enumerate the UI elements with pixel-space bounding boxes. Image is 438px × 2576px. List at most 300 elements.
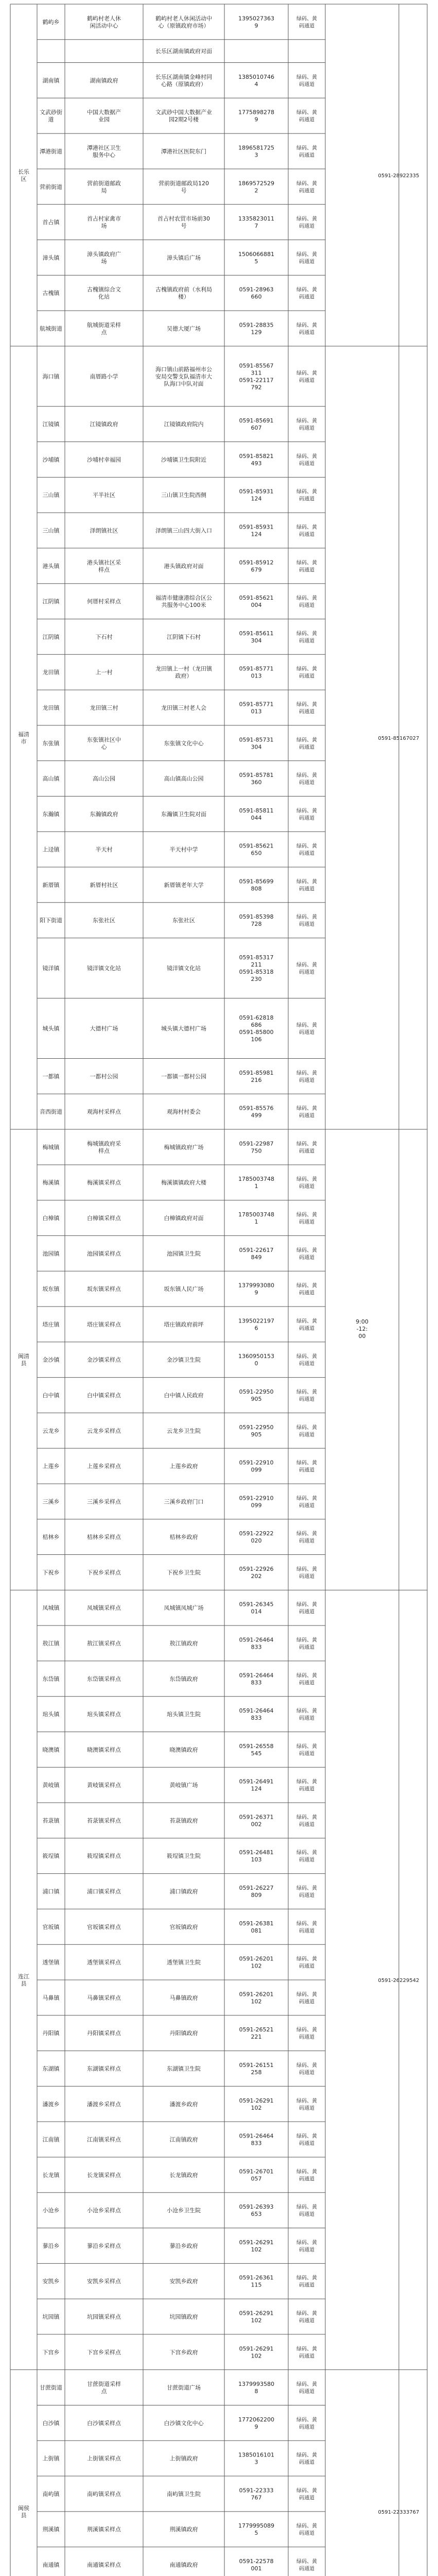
town-name: 金沙镇 [42,1357,60,1364]
site-address: 白沙镇文化中心 [164,2419,204,2427]
site-name: 甘蔗街道采样点 [87,2381,121,2395]
town-name: 安凯乡 [42,2278,60,2285]
site-name: 港头镇社区采样点 [87,559,121,573]
site-name: 古槐镇综合文化站 [87,286,121,300]
site-name: 泽朗镇社区 [90,527,118,534]
site-address: 透堡镇卫生院 [167,1959,201,1966]
site-address: 马鼻镇政府 [169,1994,198,2002]
site-address: 安凯乡政府 [169,2278,198,2285]
contact-phone: 0591-85621 004 [239,595,274,609]
site-address: 古槐镇政府前（水利局楼） [155,286,212,300]
site-address: 新厝镇老年大学 [164,882,204,889]
lane-type: 绿码、黄码通道 [296,1602,317,1615]
site-name: 龙田镇三村 [90,704,118,711]
contact-phone: 0591-26371 002 [239,1814,274,1828]
contact-phone: 0591-85317 211 0591-85318 230 [239,954,274,983]
site-name: 荆溪镇采样点 [87,2526,121,2533]
lane-type: 绿码、黄码通道 [296,1425,317,1438]
town-name: 上街镇 [42,2455,60,2462]
site-name: 南通镇采样点 [87,2562,121,2569]
district-name: 闽清县 [18,1353,29,1367]
town-name: 镜洋镇 [42,965,60,972]
site-address: 下宫乡政府 [169,2349,198,2356]
contact-phone: 0591-85821 493 [239,452,274,467]
contact-phone: 0591-26291 102 [239,2239,274,2253]
site-name: 营前街道邮政局 [87,180,121,194]
site-address: 黄岐镇广场 [169,1782,198,1789]
lane-type: 绿码、黄码通道 [296,2523,317,2537]
contact-phone: 0591-85931 124 [239,488,274,502]
town-name: 南通镇 [42,2562,60,2569]
town-name: 东湖镇 [42,2065,60,2072]
town-name: 新厝镇 [42,882,60,889]
site-address: 上莲乡政府 [169,1463,198,1470]
site-name: 梅溪镇采样点 [87,1179,121,1187]
lane-type: 绿码、黄码通道 [296,1921,317,1934]
lane-type: 绿码、黄码通道 [296,2098,317,2111]
town-name: 白樟镇 [42,1215,60,1222]
town-name: 荆溪镇 [42,2526,60,2533]
site-address: 观海村村委会 [167,1108,201,1115]
contact-phone: 0591-26464 833 [239,1672,274,1686]
district-name: 长乐区 [18,168,29,182]
lane-type: 绿码、黄码通道 [296,145,317,159]
town-name: 白沙镇 [42,2419,60,2427]
site-address: 敖江镇政府 [169,1640,198,1647]
lane-type: 绿码、黄码通道 [296,962,317,976]
site-name: 新厝村社区 [90,882,118,889]
district-hotline: 0591-85167027 [378,735,419,741]
site-name: 桔林乡采样点 [87,1534,121,1541]
lane-type: 绿码、黄码通道 [296,1141,317,1155]
lane-type: 绿码、黄码通道 [296,2062,317,2076]
lane-type: 绿码、黄码通道 [296,1815,317,1828]
contact-phone: 1785003748 1 [238,1176,274,1190]
contact-phone: 0591-26558 545 [239,1742,274,1757]
lane-type: 绿码、黄码通道 [296,370,317,384]
contact-phone: 1772062200 9 [238,2416,274,2430]
contact-phone: 0591-22578 001 [239,2558,274,2572]
contact-phone: 0591-26464 833 [239,2132,274,2147]
site-name: 东瀚镇政府 [90,810,118,818]
contact-phone: 1379993580 8 [238,2381,274,2395]
contact-phone: 1395022197 6 [238,1317,274,1332]
lane-type: 绿码、黄码通道 [296,1389,317,1402]
site-name: 江镜镇政府 [90,421,118,428]
site-name: 官坂镇采样点 [87,1923,121,1930]
lane-type: 绿码、黄码通道 [296,2382,317,2395]
site-address: 沙埔镇卫生院附近 [161,456,206,463]
town-name: 敖江镇 [42,1640,60,1647]
town-name: 龙田镇 [42,669,60,676]
site-name: 云龙乡采样点 [87,1427,121,1434]
lane-type: 绿码、黄码通道 [296,1673,317,1686]
town-name: 坑园镇 [42,2313,60,2320]
town-name: 高山镇 [42,775,60,783]
town-name: 音西街道 [40,1108,62,1115]
lane-type: 绿码、黄码通道 [296,2240,317,2253]
town-name: 江阴镇 [42,633,60,640]
town-name: 古槐镇 [42,290,60,297]
town-name: 丹阳镇 [42,2030,60,2037]
town-name: 蓼沿乡 [42,2242,60,2249]
site-name: 安凯乡采样点 [87,2278,121,2285]
contact-phone: 0591-22617 849 [239,1246,274,1261]
site-name: 沙埔村幸福园 [87,456,121,463]
contact-phone: 1869572529 2 [238,180,274,194]
lane-type: 绿码、黄码通道 [296,2417,317,2430]
contact-phone: 0591-26521 221 [239,2026,274,2041]
site-address: 苔菉镇政府 [169,1817,198,1824]
lane-type: 绿码、黄码通道 [296,1779,317,1792]
lane-type: 绿码、黄码通道 [296,74,317,88]
lane-type: 绿码、黄码通道 [296,2311,317,2324]
site-name: 中国大数据产业园 [87,109,121,123]
contact-phone: 0591-26291 102 [239,2310,274,2324]
contact-phone: 1779995089 5 [238,2522,274,2537]
contact-phone: 0591-26291 102 [239,2097,274,2111]
town-name: 阳下街道 [40,917,62,924]
site-address: 坂东镇人民广场 [164,1285,204,1293]
site-name: 坂东镇采样点 [87,1285,121,1293]
contact-phone: 0591-22987 750 [239,1140,274,1155]
town-name: 三山镇 [42,492,60,499]
site-name: 下石村 [95,633,113,640]
district-name: 福清市 [18,731,29,745]
site-address: 半天村中学 [169,846,198,853]
site-name: 湖南镇政府 [90,77,118,84]
site-address: 东岱镇政府 [169,1675,198,1683]
site-name: 一都村公园 [90,1073,118,1080]
site-address: 梅城镇政府广场 [164,1144,204,1151]
lane-type: 绿码、黄码通道 [296,596,317,609]
site-name: 白樟镇采样点 [87,1215,121,1222]
town-name: 官坂镇 [42,1923,60,1930]
district-name: 闽侯县 [18,2504,29,2519]
lane-type: 绿码、黄码通道 [296,879,317,892]
site-name: 坑园镇采样点 [87,2313,121,2320]
town-name: 东岱镇 [42,1675,60,1683]
site-name: 大德村广场 [90,1025,118,1032]
site-address: 一都镇一都村公园 [161,1073,206,1080]
contact-phone: 1775898278 9 [238,109,274,123]
site-address: 泽朗镇三山四大街入口 [155,527,212,534]
contact-phone: 0591-26491 124 [239,1778,274,1792]
site-address: 镜洋镇文化站 [167,965,201,972]
contact-phone: 0591-85931 124 [239,523,274,538]
site-name: 筱埕镇采样点 [87,1853,121,1860]
contact-phone: 0591-85621 650 [239,842,274,857]
contact-phone: 1385010746 4 [238,73,274,88]
site-address: 蓼沿乡政府 [169,2242,198,2249]
site-name: 首占村家禽市场 [87,215,121,230]
site-address: 荆溪镇政府 [169,2526,198,2533]
lane-type: 绿码、黄码通道 [296,418,317,432]
contact-phone: 1385016101 3 [238,2451,274,2466]
town-name: 潭港街道 [40,148,62,155]
lane-type: 绿码、黄码通道 [296,2488,317,2501]
site-name: 浦口镇采样点 [87,1888,121,1895]
lane-type: 绿码、黄码通道 [296,1318,317,1332]
site-name: 三溪乡采样点 [87,1498,121,1505]
site-name: 梅城镇政府采样点 [87,1140,121,1155]
site-address: 丹阳镇政府 [169,2030,198,2037]
site-address: 塔庄镇政府前坪 [164,1321,204,1328]
contact-phone: 0591-22922 020 [239,1530,274,1545]
contact-phone: 0591-26151 258 [239,2061,274,2076]
lane-type: 绿码、黄码通道 [296,251,317,265]
town-name: 文武砂街道 [40,109,62,123]
site-name: 白中镇采样点 [87,1392,121,1399]
lane-type: 绿码、黄码通道 [296,560,317,573]
site-address: 潘渡乡政府 [169,2100,198,2108]
town-name: 池园镇 [42,1250,60,1257]
site-address: 江阴镇下石村 [167,633,201,640]
district-hotline: 0591-28922335 [378,173,419,179]
town-name: 东张镇 [42,740,60,747]
site-address: 桔林乡政府 [169,1534,198,1541]
lane-type: 绿码、黄码通道 [296,1637,317,1651]
site-name: 蓼沿乡采样点 [87,2242,121,2249]
town-name: 坂东镇 [42,1285,60,1293]
contact-phone: 0591-26701 057 [239,2168,274,2182]
lane-type: 绿码、黄码通道 [296,2559,317,2572]
lane-type: 绿码、黄码通道 [296,702,317,715]
lane-type: 绿码、黄码通道 [296,1212,317,1226]
site-address: 东湖镇卫生院 [167,2065,201,2072]
town-name: 下祝乡 [42,1569,60,1576]
site-address: 池园镇卫生院 [167,1250,201,1257]
town-name: 甘蔗街道 [40,2384,62,2392]
site-name: 鹤屿村老人休闲活动中心 [87,15,121,29]
contact-phone: 0591-22910 099 [239,1459,274,1473]
town-name: 三山镇 [42,527,60,534]
site-address: 东张社区 [172,917,195,924]
site-address: 漳头镇后广场 [167,254,201,261]
town-name: 马鼻镇 [42,1994,60,2002]
site-address: 甘蔗街道广场 [167,2384,201,2392]
lane-type: 绿码、黄码通道 [296,1106,317,1119]
town-name: 首占镇 [42,219,60,226]
lane-type: 绿码、黄码通道 [296,1956,317,1970]
contact-phone: 1360950153 0 [238,1353,274,1367]
site-name: 塔庄镇采样点 [87,1321,121,1328]
town-name: 上迳镇 [42,846,60,853]
lane-type: 绿码、黄码通道 [296,287,317,300]
site-address: 南通镇政府 [169,2562,198,2569]
site-name: 上莲乡采样点 [87,1463,121,1470]
town-name: 南屿镇 [42,2490,60,2498]
lane-type: 绿码、黄码通道 [296,631,317,644]
site-name: 江南镇采样点 [87,2136,121,2143]
site-address: 潭港社区医院东门 [161,148,206,155]
lane-type: 绿码、黄码通道 [296,1177,317,1190]
lane-type: 绿码、黄码通道 [296,453,317,467]
contact-phone: 0591-85567 311 0591-22117 792 [239,362,274,391]
town-name: 港头镇 [42,563,60,570]
site-name: 白沙镇采样点 [87,2419,121,2427]
lane-type: 绿码、黄码通道 [296,2027,317,2041]
contact-phone: 0591-62818 686 0591-85800 106 [239,1014,274,1043]
lane-type: 绿码、黄码通道 [296,1566,317,1580]
lane-type: 绿码、黄码通道 [296,2452,317,2466]
site-address: 云龙乡卫生院 [167,1427,201,1434]
contact-phone: 1379993080 9 [238,1282,274,1296]
site-name: 金沙镇采样点 [87,1357,121,1364]
town-name: 龙田镇 [42,704,60,711]
lane-type: 绿码、黄码通道 [296,1023,317,1036]
site-address: 龙田镇三村老人会 [161,704,206,711]
town-name: 黄岐镇 [42,1782,60,1789]
site-address: 长乐区湖南镇政府对面 [155,48,212,55]
lane-type: 绿码、黄码通道 [296,524,317,538]
site-name: 凤城镇采样点 [87,1604,121,1612]
town-name: 梅城镇 [42,1144,60,1151]
district-name: 连江县 [18,1973,29,1988]
site-name: 透堡镇采样点 [87,1959,121,1966]
site-name: 潘渡乡采样点 [87,2100,121,2108]
contact-phone: 0591-22950 905 [239,1388,274,1402]
contact-phone: 0591-85811 044 [239,807,274,821]
site-name: 高山公园 [93,775,115,783]
town-name: 鹤屿乡 [42,19,60,26]
site-address: 龙田镇上一村（龙田镇政府） [155,665,212,680]
contact-phone: 0591-26345 014 [239,1601,274,1615]
lane-type: 绿码、黄码通道 [296,110,317,123]
town-name: 筱埕镇 [42,1853,60,1860]
town-name: 营前街道 [40,183,62,191]
contact-phone: 0591-26381 081 [239,1920,274,1934]
contact-phone: 0591-26291 102 [239,2345,274,2360]
town-name: 塔庄镇 [42,1321,60,1328]
site-address: 首占村农贸市场前30 号 [157,215,210,230]
site-address: 下祝乡卫生院 [167,1569,201,1576]
contact-phone: 1785003748 1 [238,1211,274,1226]
contact-phone: 0591-22926 202 [239,1565,274,1580]
contact-phone: 0591-26481 103 [239,1849,274,1863]
town-name: 透堡镇 [42,1959,60,1966]
site-address: 三溪乡政府门口 [164,1498,204,1505]
site-address: 港头镇政府对面 [164,563,204,570]
opening-hours: 9:00 -12: 00 [356,1318,369,1340]
site-name: 观海村采样点 [87,1108,121,1115]
contact-phone: 0591-26227 809 [239,1885,274,1899]
contact-phone: 1335823011 7 [238,215,274,230]
town-name: 晓澳镇 [42,1746,60,1753]
site-address: 江南镇政府 [169,2136,198,2143]
site-name: 漳头镇政府广场 [87,250,121,265]
contact-phone: 0591-85611 304 [239,630,274,644]
town-name: 梅溪镇 [42,1179,60,1187]
site-name: 潭港社区卫生服务中心 [87,144,121,159]
contact-phone: 0591-85771 013 [239,665,274,680]
town-name: 凤城镇 [42,1604,60,1612]
town-name: 潘渡乡 [42,2100,60,2108]
lane-type: 绿码、黄码通道 [296,2133,317,2147]
contact-phone: 1506066881 5 [238,250,274,265]
site-name: 琯头镇采样点 [87,1711,121,1718]
contact-phone: 0591-85781 360 [239,772,274,786]
site-address: 小沧乡卫生院 [167,2207,201,2214]
contact-phone: 0591-28835 129 [239,321,274,336]
town-name: 航城街道 [40,325,62,332]
site-name: 小沧乡采样点 [87,2207,121,2214]
lane-type: 绿码、黄码通道 [296,181,317,194]
lane-type: 绿码、黄码通道 [296,216,317,230]
site-address: 琯头镇卫生院 [167,1711,201,1718]
site-name: 南厝路小学 [90,373,118,380]
town-name: 白中镇 [42,1392,60,1399]
site-name: 马鼻镇采样点 [87,1994,121,2002]
lane-type: 绿码、黄码通道 [296,16,317,29]
lane-type: 绿码、黄码通道 [296,666,317,680]
site-address: 三山镇卫生院西侧 [161,492,206,499]
site-address: 营前街道邮政局120 号 [159,180,209,194]
site-address: 坑园镇政府 [169,2313,198,2320]
site-address: 江镜镇政府院内 [164,421,204,428]
district-hotline: 0591-22333767 [378,2509,419,2515]
site-name: 苔菉镇采样点 [87,1817,121,1824]
contact-phone: 0591-26201 102 [239,1955,274,1970]
site-name: 下宫乡采样点 [87,2349,121,2356]
site-name: 半天村 [95,846,113,853]
site-address: 官坂镇政府 [169,1923,198,1930]
site-address: 白中镇人民政府 [164,1392,204,1399]
site-name: 东岱镇采样点 [87,1675,121,1683]
town-name: 江镜镇 [42,421,60,428]
lane-type: 绿码、黄码通道 [296,1992,317,2005]
contact-phone: 0591-85731 304 [239,736,274,751]
lane-type: 绿码、黄码通道 [296,2169,317,2182]
lane-type: 绿码、黄码通道 [296,2275,317,2289]
town-name: 浦口镇 [42,1888,60,1895]
contact-phone: 1395027363 9 [238,15,274,29]
site-address: 东瀚镇卫生院对面 [161,810,206,818]
contact-phone: 0591-85576 499 [239,1105,274,1119]
town-name: 云龙乡 [42,1427,60,1434]
town-name: 江南镇 [42,2136,60,2143]
contact-phone: 0591-22333 767 [239,2487,274,2501]
contact-phone: 0591-26393 653 [239,2204,274,2218]
contact-phone: 0591-85981 216 [239,1069,274,1083]
town-name: 沙埔镇 [42,456,60,463]
site-address: 晓澳镇政府 [169,1746,198,1753]
site-address: 东张镇文化中心 [164,740,204,747]
lane-type: 绿码、黄码通道 [296,2346,317,2360]
site-address: 上街镇政府 [169,2455,198,2462]
site-address: 文武砂中国大数据产业园2期2号楼 [155,109,212,123]
contact-phone: 0591-85699 808 [239,878,274,892]
lane-type: 绿码、黄码通道 [296,773,317,786]
lane-type: 绿码、黄码通道 [296,1496,317,1509]
site-name: 平半社区 [93,492,115,499]
town-name: 长龙镇 [42,2172,60,2179]
lane-type: 绿码、黄码通道 [296,843,317,857]
contact-phone: 0591-85398 728 [239,913,274,928]
site-name: 下祝乡采样点 [87,1569,121,1576]
site-address: 城头镇大德村广场 [161,1025,206,1032]
town-name: 海口镇 [42,373,60,380]
town-name: 小沧乡 [42,2207,60,2214]
contact-phone: 0591-85691 607 [239,417,274,432]
site-address: 白樟镇政府对面 [164,1215,204,1222]
contact-phone: 0591-26464 833 [239,1636,274,1651]
town-name: 东瀚镇 [42,810,60,818]
town-name: 桔林乡 [42,1534,60,1541]
contact-phone: 0591-28963 660 [239,286,274,300]
lane-type: 绿码、黄码通道 [296,1531,317,1545]
site-name: 黄岐镇采样点 [87,1782,121,1789]
